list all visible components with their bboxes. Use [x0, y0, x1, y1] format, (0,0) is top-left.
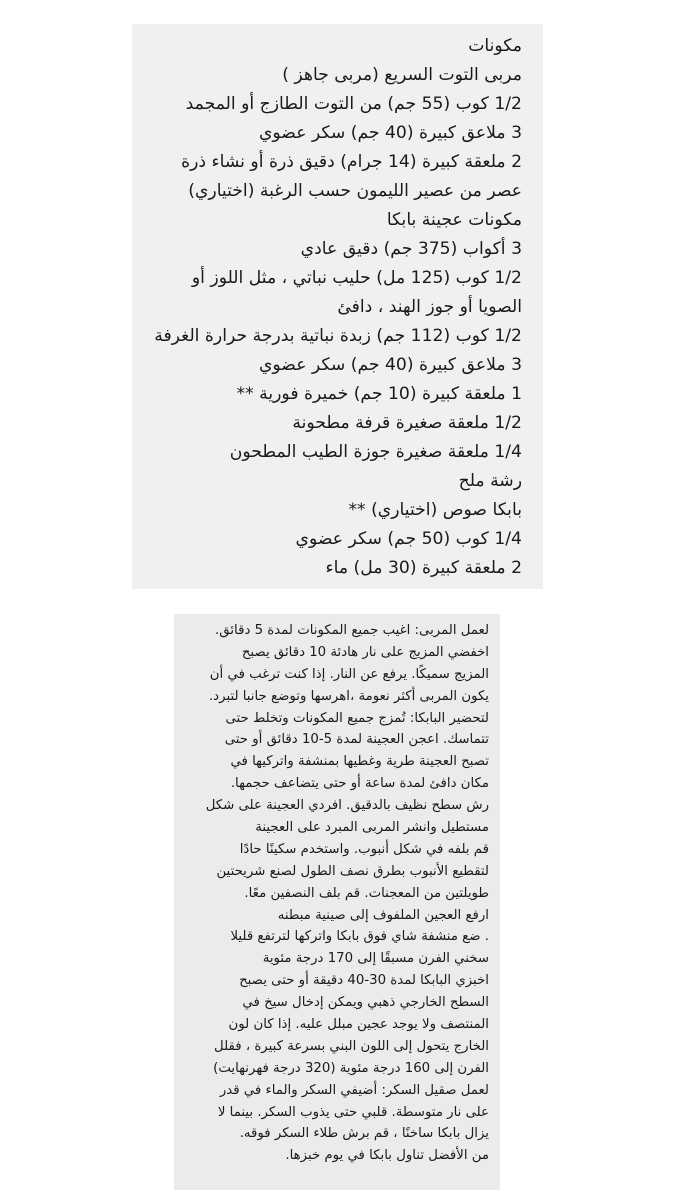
instruction-line: طويلتين من المعجنات. قم بلف النصفين معًا. — [244, 885, 489, 901]
instruction-line: السطح الخارجي ذهبي ويمكن إدخال سيخ في — [242, 995, 489, 1011]
instruction-line: تصبح العجينة طرية وغطيها بمنشفة واتركيها في — [230, 754, 489, 770]
instruction-line: الخارج يتحول إلى اللون البني بسرعة كبيرة ، فقلل — [214, 1038, 489, 1054]
instruction-line: اخفضي المزيج على نار هادئة 10 دقائق يصبح — [241, 644, 489, 660]
ingredient-line: 3 ملاعق كبيرة (40 جم) سكر عضوي — [258, 355, 522, 375]
ingredient-line: مربى التوت السريع (مربى جاهز ) — [282, 65, 522, 85]
ingredient-line: الصويا أو جوز الهند ، دافئ — [337, 297, 522, 317]
instruction-line: لعمل صقيل السكر: أضيفي السكر والماء في قدر — [219, 1082, 489, 1098]
ingredient-line: 1/2 كوب (112 جم) زبدة نباتية بدرجة حرارة الغرفة — [154, 326, 522, 346]
instructions-panel — [174, 614, 500, 1190]
ingredients-panel — [132, 24, 543, 589]
instruction-line: سخني الفرن مسبقًا إلى 170 درجة مئوية — [262, 951, 489, 967]
instruction-line: مكان دافئ لمدة ساعة أو حتى يتضاعف حجمها. — [230, 776, 489, 792]
instruction-line: قم بلفه في شكل أنبوب. واستخدم سكينًا حادًا — [239, 841, 489, 857]
ingredient-line: رشة ملح — [458, 471, 522, 491]
instruction-line: تتماسك. اعجن العجينة لمدة 5-10 دقائق أو حتى — [224, 732, 489, 748]
ingredient-line: 1/2 كوب (55 جم) من التوت الطازج أو المجمد — [185, 94, 522, 114]
ingredients-heading: مكونات — [468, 36, 522, 56]
ingredient-line: 2 ملعقة كبيرة (14 جرام) دقيق ذرة أو نشاء ذرة — [181, 152, 522, 172]
instruction-line: رش سطح نظيف بالدقيق. افردي العجينة على شكل — [205, 798, 489, 814]
instruction-line: لتقطيع الأنبوب بطرق نصف الطول لصنع شريحتين — [216, 863, 489, 879]
instruction-line: على نار متوسطة. قلبي حتى يذوب السكر. بينما لا — [217, 1104, 489, 1120]
instruction-line: اخبزي البابكا لمدة 30-40 دقيقة أو حتى يصبح — [239, 973, 489, 989]
instruction-line: لعمل المربى: اغيب جميع المكونات لمدة 5 دقائق. — [215, 623, 489, 638]
instruction-line: ارفع العجين الملفوف إلى صينية مبطنه — [277, 907, 489, 923]
ingredient-line: 2 ملعقة كبيرة (30 مل) ماء — [325, 558, 522, 578]
ingredient-line: 3 ملاعق كبيرة (40 جم) سكر عضوي — [258, 123, 522, 143]
ingredient-line: 1 ملعقة كبيرة (10 جم) خميرة فورية ** — [236, 384, 522, 404]
dough-ingredients-heading: مكونات عجينة بابكا — [386, 210, 522, 230]
instruction-line: . ضع منشفة شاي فوق بابكا واتركها لترتفع قليلا — [230, 929, 489, 945]
instruction-line: مستطيل وانشر المربى المبرد على العجينة — [255, 820, 489, 836]
ingredient-line: 1/4 كوب (50 جم) سكر عضوي — [295, 529, 522, 549]
instruction-line: يزال بابكا ساخنًا ، قم برش طلاء السكر فوقه. — [239, 1126, 489, 1142]
ingredient-line: 3 أكواب (375 جم) دقيق عادي — [300, 239, 522, 259]
ingredient-line: 1/4 ملعقة صغيرة جوزة الطيب المطحون — [229, 442, 522, 462]
instruction-line: يكون المربى أكثر نعومة ،اهرسها وتوضع جانبا لتبرد. — [208, 688, 489, 704]
ingredient-line: عصر من عصير الليمون حسب الرغبة (اختياري) — [188, 181, 522, 201]
instruction-line: الفرن إلى 160 درجة مئوية (320 درجة فهرنهايت) — [213, 1060, 489, 1076]
ingredient-line: 1/2 كوب (125 مل) حليب نباتي ، مثل اللوز أو — [191, 268, 522, 288]
instruction-line: من الأفضل تناول بابكا في يوم خبزها. — [285, 1148, 489, 1164]
sauce-heading: بابكا صوص (اختياري) ** — [348, 500, 522, 520]
instruction-line: المنتصف ولا يوجد عجين مبلل عليه. إذا كان لون — [228, 1017, 489, 1033]
instruction-line: المزيج سميكًا. يرفع عن النار. إذا كنت ترغب في أن — [209, 666, 489, 682]
instruction-line: لتحضير البابكا: تُمزج جميع المكونات وتخلط حتى — [225, 710, 489, 726]
ingredient-line: 1/2 ملعقة صغيرة قرفة مطحونة — [292, 413, 522, 433]
